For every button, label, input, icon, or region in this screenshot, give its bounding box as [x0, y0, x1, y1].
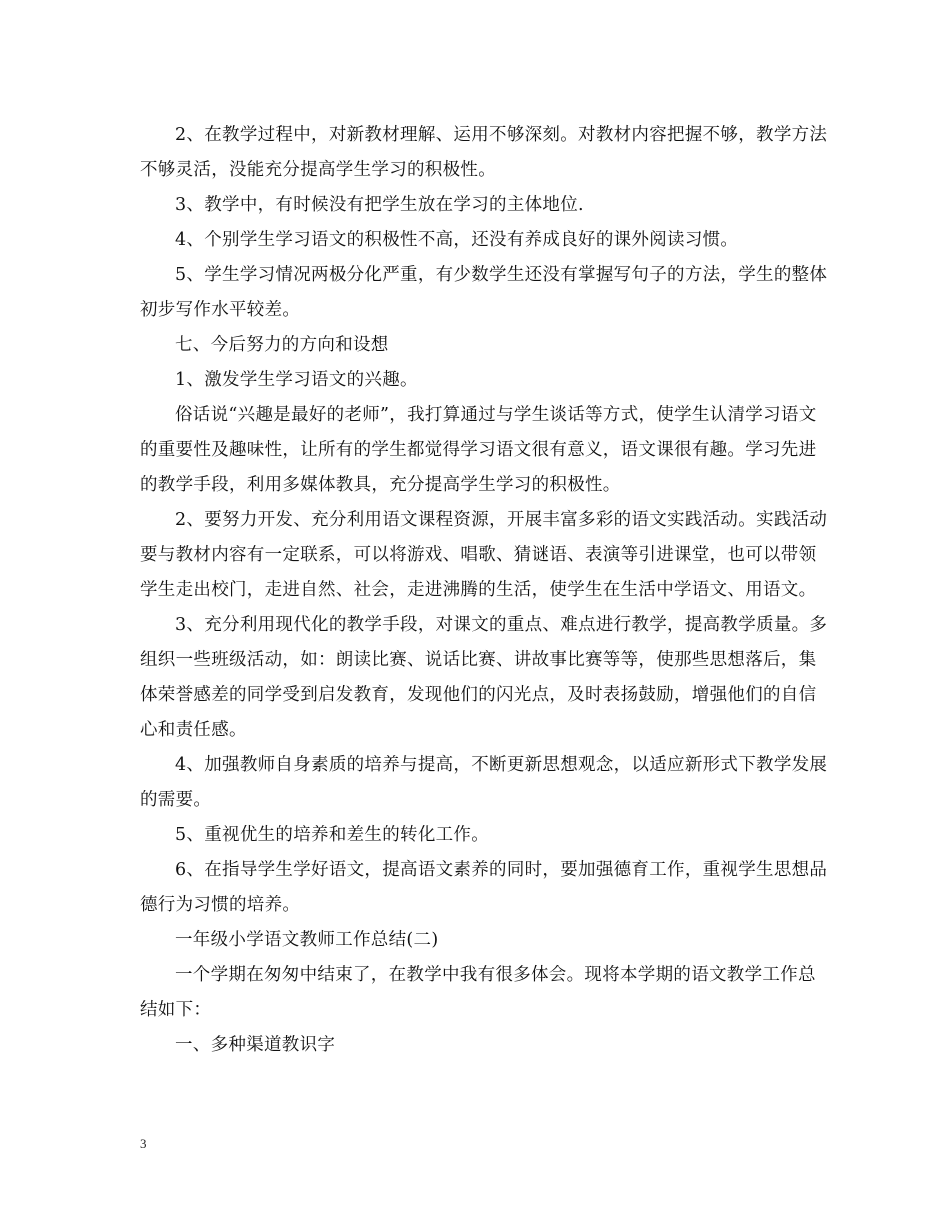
- paragraph: 2、要努力开发、充分利用语文课程资源，开展丰富多彩的语文实践活动。实践活动要与教材内容有一定联系，可以将游戏、唱歌、猜谜语、表演等引进课堂，也可以带领学生走出校门，走进自然、社会，走进沸腾的生活，使学生在生活中学语文、用语文。: [140, 510, 828, 600]
- document-body: [140, 118, 830, 1063]
- paragraph: 4、个别学生学习语文的积极性不高，还没有养成良好的课外阅读习惯。: [175, 230, 739, 250]
- page-number: 3: [140, 1136, 147, 1151]
- section-heading: 七、今后努力的方向和设想: [175, 335, 389, 355]
- paragraph: 俗话说“兴趣是最好的老师”，我打算通过与学生谈话等方式，使学生认清学习语文的重要性及趣味性，让所有的学生都觉得学习语文很有意义，语文课很有趣。学习先进的教学手段，利用多媒体教具，充分提高学生学习的积极性。: [140, 405, 817, 495]
- paragraph: 5、学生学习情况两极分化严重，有少数学生还没有掌握写句子的方法，学生的整体初步写作水平较差。: [140, 265, 828, 320]
- paragraph: 4、加强教师自身素质的培养与提高，不断更新思想观念，以适应新形式下教学发展的需要。: [140, 755, 828, 810]
- paragraph: 2、在教学过程中，对新教材理解、运用不够深刻。对教材内容把握不够，教学方法不够灵活，没能充分提高学生学习的积极性。: [140, 125, 828, 180]
- paragraph: 3、充分利用现代化的教学手段，对课文的重点、难点进行教学，提高教学质量。多组织一些班级活动，如：朗读比赛、说话比赛、讲故事比赛等等，使那些思想落后，集体荣誉感差的同学受到启发教育，发现他们的闪光点，及时表扬鼓励，增强他们的自信心和责任感。: [140, 615, 828, 740]
- paragraph: 5、重视优生的培养和差生的转化工作。: [175, 825, 490, 845]
- paragraph: 一个学期在匆匆中结束了，在教学中我有很多体会。现将本学期的语文教学工作总结如下：: [140, 965, 816, 1020]
- paragraph: 1、激发学生学习语文的兴趣。: [175, 370, 418, 390]
- paragraph: 6、在指导学生学好语文，提高语文素养的同时，要加强德育工作，重视学生思想品德行为习惯的培养。: [140, 860, 828, 915]
- paragraph: 3、教学中，有时候没有把学生放在学习的主体地位.: [175, 195, 584, 215]
- section-title: 一年级小学语文教师工作总结(二): [175, 930, 439, 950]
- section-heading: 一、多种渠道教识字: [175, 1035, 336, 1055]
